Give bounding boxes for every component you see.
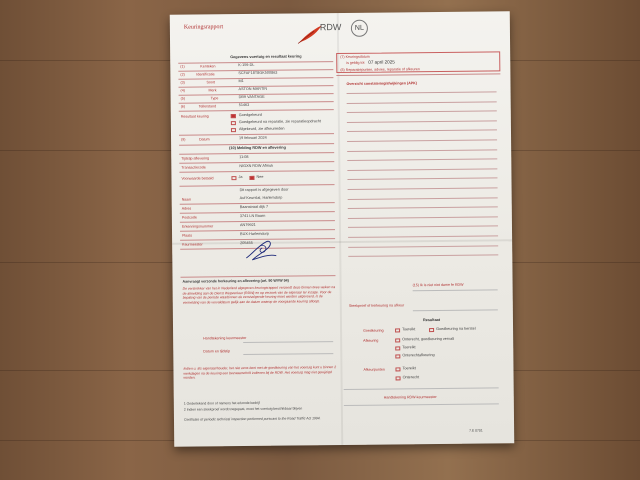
remark-line (347, 120, 497, 122)
result-label: Resultaat keuring (180, 114, 209, 119)
footer-paragraph: Indien u, als eigenaar/houder, het niet eens bent met de goedkeuring van het voertuig kunt u binnen 2 werkdagen na de keuring een bezwaarschrift indienen bij de RDW. Het voertuig mag niet gewijzigd worden. (183, 365, 337, 380)
result-row-option: Goedkeuring na herstel (436, 326, 476, 332)
remark-line (347, 139, 497, 141)
keuringsdatum-label: (7) Keuringsdatum (340, 54, 370, 60)
reparatie-heading: (8) Reparatiepunten, advies, reparatie of afkeuren (340, 67, 420, 73)
field-value-kenteken: K-159-DL (238, 62, 255, 68)
steekproef-label: Steekproef of herkeuring na afkeur (348, 303, 405, 308)
certificate-line: Certificate of periodic technical inspection performed pursuant to the Road Traffic Act 1994. (183, 416, 321, 422)
time-label: Tijdstip aflevering (181, 156, 210, 161)
remark-line (347, 159, 497, 161)
field-num: (1) (180, 64, 185, 69)
field-label-type: Type (210, 96, 219, 101)
remark-line (348, 255, 498, 257)
inspection-report-document (170, 11, 515, 447)
remark-line (347, 168, 497, 170)
list-heading: Overzicht constatering/afwijkingen (APK) (346, 81, 417, 86)
field-value-datum: 19 februari 2024 (239, 135, 267, 141)
station-label: Adres (181, 206, 192, 211)
checkbox-ja[interactable] (231, 176, 236, 180)
result-row-label: Afkeuring (363, 338, 379, 343)
field-value-tellerstand: 51463 (238, 102, 250, 108)
remark-line (348, 197, 498, 199)
code-label: Transactiecode (181, 165, 206, 170)
checkbox-afkeuring-onterecht[interactable] (395, 338, 400, 342)
remark-line (347, 149, 497, 151)
remark-line (348, 187, 498, 189)
signature-label: Handtekening keurmeester (203, 336, 247, 341)
document-code: 7.E 0701 (469, 428, 483, 433)
remark-line (347, 178, 497, 180)
station-value: 3741 LN Baarn (239, 213, 266, 219)
result-checkbox-afgekeurd[interactable] (231, 128, 236, 132)
agency-name: RDW (319, 21, 342, 33)
option-nee: Nee (256, 174, 264, 179)
station-label: Plaats (182, 233, 193, 238)
station-value: 205455 (240, 240, 253, 246)
field-num: (9) (181, 137, 186, 142)
time-value: 11:08 (239, 154, 249, 160)
valid-until-date: 07 april 2025 (368, 59, 395, 65)
result-row-option: Toereikt (402, 366, 416, 371)
yes-no-label: Voorwaarde betaald (181, 176, 214, 181)
country-code-badge: NL (351, 20, 368, 37)
resultaat-heading: Resultaat (422, 317, 441, 323)
station-label: Naam (181, 197, 192, 202)
transfer-note: Dit rapport is afgegeven door (239, 187, 289, 193)
result-row-option: Onterecht, goedkeuring vervalt (402, 336, 455, 342)
remarks-lines (170, 11, 510, 15)
valid-label: is geldig tot (346, 60, 365, 65)
result-option: Afgekeurd, zie afkeurreden (238, 126, 285, 132)
field-value-merk: ASTON MARTIN (238, 86, 268, 92)
field-num: (4) (180, 88, 185, 93)
rdw-signature-label: Handtekening RDW-keurmeester (383, 395, 437, 400)
checkbox-nee[interactable] (249, 176, 254, 180)
checkbox-goedkeuring-toereikt[interactable] (395, 328, 400, 332)
remark-paragraph: De verstrekker van het in Nederland afgegeven keuringsrapport verzendt deze binnen twee weken na de afmelding aan de Dienst Wegverkeer (RDW) en op verzoek van de eigenaar ter inzage. Voor de bepaling van de periode waarbinnen de eerstvolgende keuring moet worden uitgevoerd, is de vermelding van de vervaldatum gelijk aan de datum waarop de voorgaande keuring afloopt. (182, 285, 336, 305)
remark-line (347, 101, 497, 103)
remark-line (348, 245, 498, 247)
report-title: Keuringsrapport (183, 24, 224, 31)
remark-line (348, 216, 498, 218)
remark-line (348, 226, 498, 228)
result-option: Goedgekeurd na reparatie, zie reparatieopdracht (238, 119, 322, 125)
option-ja: Ja (238, 175, 243, 180)
field-label-merk: Merk (208, 88, 217, 93)
field-num: (2) (180, 72, 185, 77)
field-num: (5) (180, 96, 186, 101)
fold-crease-vertical (337, 13, 344, 445)
footer-note: 1 Ondertekend door of namens het erkende bedrijf (183, 400, 260, 406)
result-row-option: Onterechtafkeuring (402, 353, 435, 358)
checkbox-goedkeuring-herstel[interactable] (429, 328, 434, 332)
remark-line (348, 207, 498, 209)
checkbox-afkeurpunten-toereikt[interactable] (395, 367, 400, 371)
remark-line (348, 235, 498, 237)
remark-line (347, 130, 497, 132)
lower-label: (15) Ik is niet niet dame fe RDW (412, 282, 464, 288)
station-label: Erkenningsnummer (181, 224, 214, 229)
field-label-datum: Datum (199, 137, 210, 142)
field-label-identificatie: Identificatie (196, 72, 215, 77)
date-time-label: Datum en tijdstip (203, 349, 231, 354)
checkbox-afkeurpunten-onterecht[interactable] (396, 376, 401, 380)
remark-heading: Aanvraagt verzonde herkeuring en aflevering (art. 90 WVW 94) (182, 278, 289, 284)
station-value: Auf Keurslat, Harlemdorp (239, 195, 283, 201)
melding-heading: (10) Melding RDW en aflevering (229, 145, 286, 151)
result-row-option: Toereikt (402, 327, 416, 332)
result-row-label: Goedkeuring (363, 328, 384, 333)
result-row-label: Afkeurpunten (363, 367, 385, 372)
station-value: AN79921 (239, 222, 256, 228)
result-row-option: Onterecht (402, 375, 420, 380)
result-checkbox-goedgekeurd[interactable] (231, 114, 236, 118)
station-label: Postcode (181, 215, 197, 220)
field-num: (3) (180, 80, 185, 85)
checkbox-onterechtafkeuring[interactable] (395, 354, 400, 358)
station-label: Keurmeester (182, 242, 203, 247)
fold-crease-horizontal (172, 239, 512, 245)
field-label-kenteken: Kenteken (200, 64, 216, 69)
left-section-title: Gegevens voertuig en resultaat keuring (230, 54, 302, 60)
field-value-type: DB9 VANTAGE (238, 94, 265, 100)
remark-line (347, 91, 497, 93)
station-value: BUX-Harlemdorp (240, 231, 269, 237)
field-label-tellerstand: Tellerstand (198, 104, 217, 109)
field-value-identificatie: SCFAF18T8GK500863 (238, 70, 278, 76)
checkbox-afkeuring-toereikt[interactable] (395, 346, 400, 350)
field-label-soort: Soort (206, 80, 216, 85)
result-option: Goedgekeurd (238, 112, 262, 118)
remark-line (347, 111, 497, 113)
field-num: (6) (180, 104, 186, 109)
station-value: Baanstraat dijk 7 (239, 204, 269, 210)
code-value: NIGXN RDW Afmuk (239, 163, 274, 169)
footer-note: 2 Indien een steekproef wordt toegepast, moet het voertuig beschikbaar blijven (183, 406, 303, 412)
result-checkbox-reparatie[interactable] (231, 121, 236, 125)
result-row-option: Toereikt (402, 345, 416, 350)
field-value-soort: M1 (238, 79, 244, 84)
handwritten-signature-icon (242, 236, 282, 264)
